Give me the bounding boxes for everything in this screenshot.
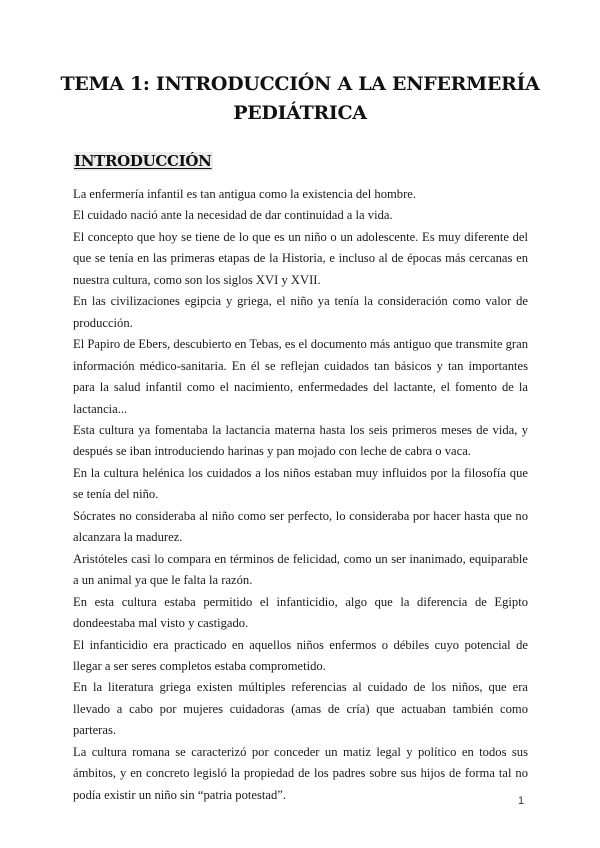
page-number: 1: [518, 795, 525, 807]
paragraph: El cuidado nació ante la necesidad de dar continuidad a la vida.: [73, 208, 393, 223]
document-title: [60, 70, 540, 128]
title-line-1: TEMA 1: INTRODUCCIÓN A LA ENFERMERÍA: [60, 73, 540, 95]
paragraph: En las civilizaciones egipcia y griega, el niño ya tenía la consideración como valor de producción.: [73, 294, 528, 330]
paragraph: El concepto que hoy se tiene de lo que es un niño o un adolescente. Es muy diferente del que se tenía en las primeras etapas de la Historia, e incluso al de épocas más cercanas en nuestra cultura, como son los siglos XVI y XVII.: [73, 229, 528, 287]
paragraph: En la cultura helénica los cuidados a los niños estaban muy influidos por la filosofía que se tenía del niño.: [73, 465, 528, 502]
body-text: [73, 184, 528, 806]
paragraph: El infanticidio era practicado en aquellos niños enfermos o débiles cuyo potencial de llegar a ser seres completos estaba comprometido.: [73, 637, 528, 673]
paragraph: En esta cultura estaba permitido el infanticidio, algo que la diferencia de Egipto dondeestaba mal visto y castigado.: [73, 594, 528, 631]
paragraph: Esta cultura ya fomentaba la lactancia materna hasta los seis primeros meses de vida, y después se iban introduciendo harinas y pan mojado con leche de cabra o vaca.: [73, 422, 528, 459]
paragraph: El Papiro de Ebers, descubierto en Tebas, es el documento más antiguo que transmite gran información médico-sanitaria. En él se reflejan cuidados tan básicos y tan importantes para la salud infantil como el nacimiento, enfermedades del lactante, el fomento de la lactancia...: [73, 337, 528, 416]
paragraph: Sócrates no consideraba al niño como ser perfecto, lo consideraba por hacer hasta que no alcanzara la madurez.: [73, 508, 528, 545]
paragraph: En la literatura griega existen múltiples referencias al cuidado de los niños, que era llevado a cabo por mujeres cuidadoras (amas de cría) que actuaban también como parteras.: [73, 680, 528, 738]
title-line-2: PEDIÁTRICA: [233, 102, 367, 124]
paragraph: Aristóteles casi lo compara en términos de felicidad, como un ser inanimado, equiparable a un animal ya que le falta la razón.: [73, 551, 528, 588]
paragraph: La cultura romana se caracterizó por conceder un matiz legal y político en todos sus ámbitos, y en concreto legisló la propiedad de los padres sobre sus hijos de forma tal no podía existir un niño sin “patria potestad”.: [73, 744, 528, 802]
section-heading-introduccion: INTRODUCCIÓN: [74, 152, 212, 170]
paragraph: La enfermería infantil es tan antigua como la existencia del hombre.: [73, 187, 417, 201]
